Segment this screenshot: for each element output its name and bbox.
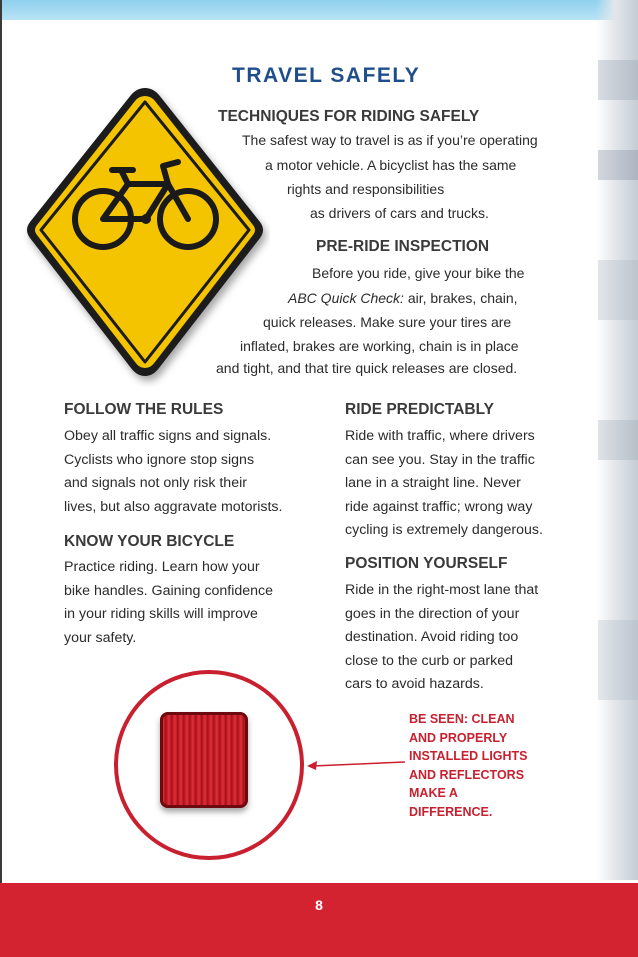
follow-rules-text: Obey all traffic signs and signals. Cyclists who ignore stop signs and signals not only risk their lives, but also aggravate motorists. [64, 428, 283, 515]
follow-rules-heading: FOLLOW THE RULES [64, 401, 224, 418]
top-color-band [0, 0, 638, 20]
preride-line: inflated, brakes are working, chain is in place [240, 338, 519, 354]
bicycle-warning-sign-icon [20, 82, 270, 388]
ride-predictably-text: Ride with traffic, where drivers can see you. Stay in the traffic lane in a straight line. Never ride against traffic; wrong way cycling is extremely dangerous. [345, 428, 543, 538]
preride-line: quick releases. Make sure your tires are [263, 314, 512, 330]
know-bicycle-text: Practice riding. Learn how your bike handles. Gaining confidence in your riding skills will improve your safety. [64, 559, 274, 646]
preride-heading: PRE-RIDE INSPECTION [316, 238, 490, 255]
techniques-line: rights and responsibilities [287, 181, 445, 197]
techniques-line: as drivers of cars and trucks. [310, 205, 489, 221]
techniques-heading: TECHNIQUES FOR RIDING SAFELY [218, 108, 480, 125]
footer-band [0, 883, 638, 957]
page-edge [0, 0, 2, 957]
techniques-line: The safest way to travel is as if you’re operating [242, 132, 538, 148]
position-yourself-text: Ride in the right-most lane that goes in the direction of your destination. Avoid riding too close to the curb or parked cars to avoid hazards. [345, 582, 539, 692]
techniques-line: a motor vehicle. A bicyclist has the same [265, 157, 517, 173]
background-photo-blur [596, 0, 638, 880]
preride-line: Before you ride, give your bike the [312, 265, 525, 281]
preride-line: ABC Quick Check: air, brakes, chain, [288, 290, 518, 306]
know-bicycle-heading: KNOW YOUR BICYCLE [64, 533, 235, 550]
arrow-left-icon [305, 756, 405, 776]
page-title: TRAVEL SAFELY [232, 64, 421, 87]
position-yourself-heading: POSITION YOURSELF [345, 555, 508, 572]
ride-predictably-heading: RIDE PREDICTABLY [345, 401, 494, 418]
be-seen-callout: BE SEEN: CLEAN AND PROPERLY INSTALLED LIGHTS AND REFLECTORS MAKE A DIFFERENCE. [409, 712, 528, 819]
preride-line: and tight, and that tire quick releases are closed. [216, 360, 518, 376]
page-number: 8 [315, 897, 323, 913]
abc-quick-check: ABC Quick Check: [288, 290, 404, 306]
red-reflector-icon [160, 712, 248, 808]
